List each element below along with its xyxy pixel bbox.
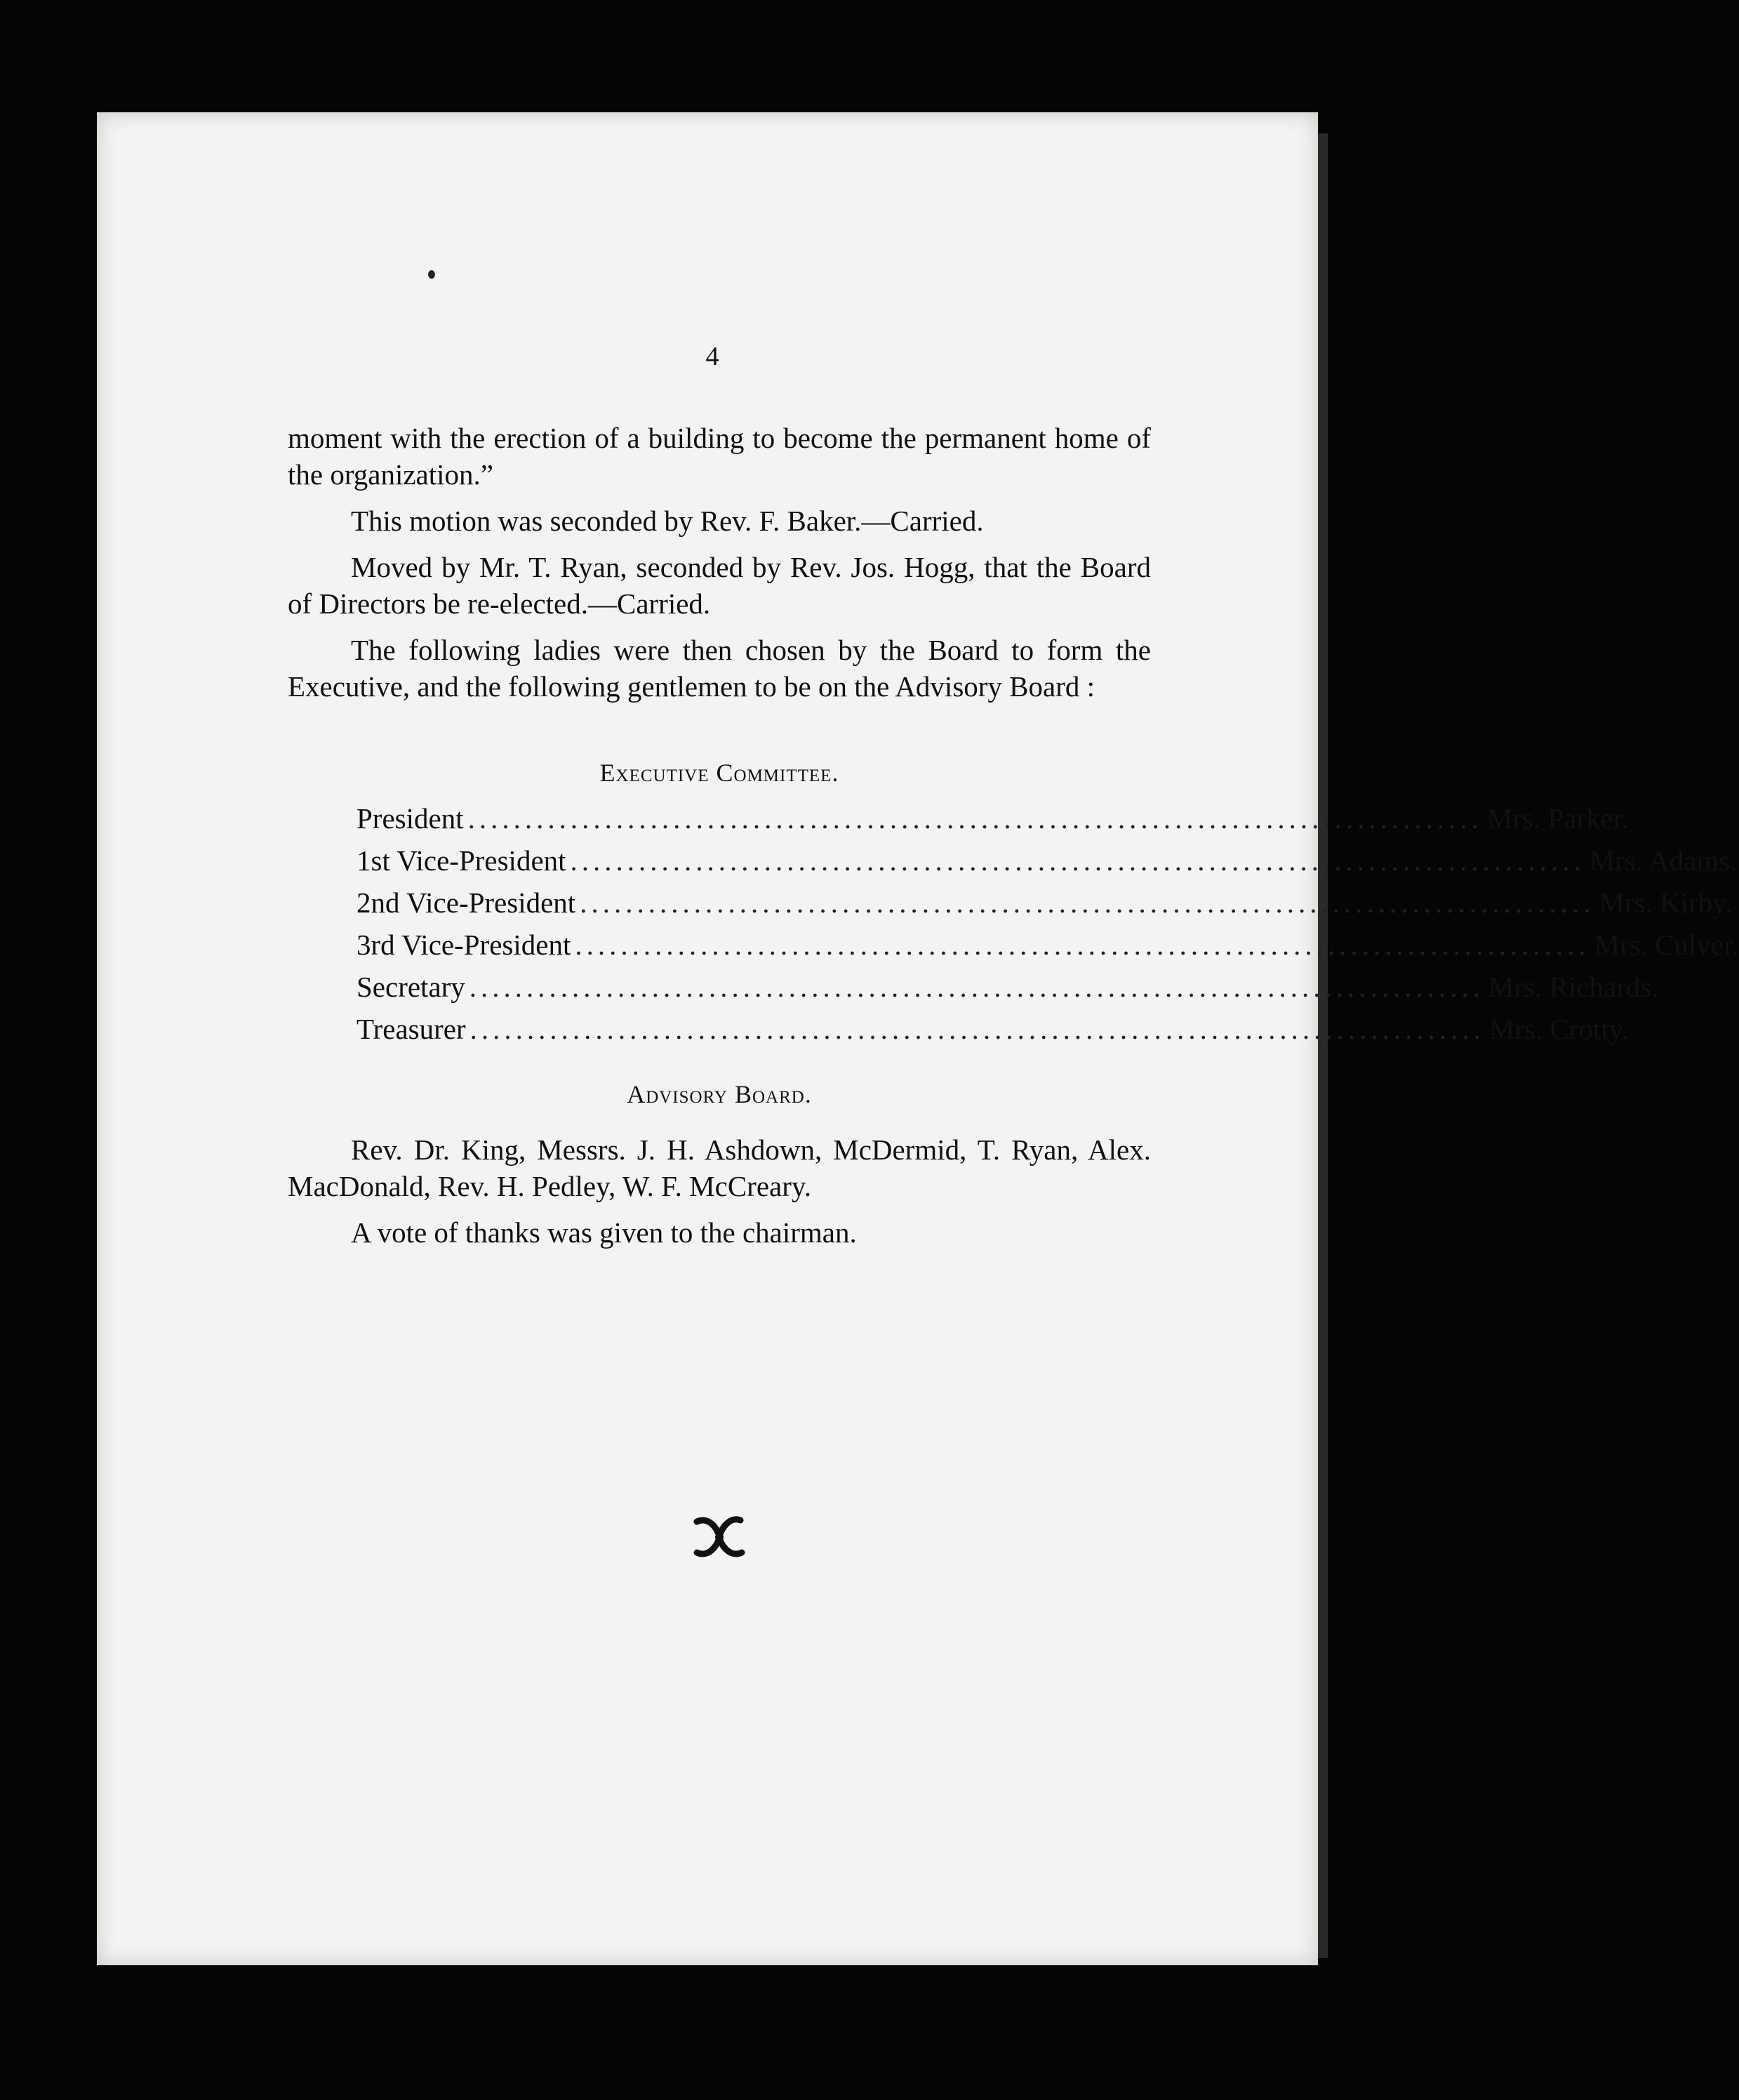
dot-leader: ......................................................................................... bbox=[570, 844, 1585, 877]
dot-leader: ......................................................................................... bbox=[575, 929, 1590, 961]
executive-committee-heading: Executive Committee. bbox=[599, 759, 839, 787]
page-edge bbox=[1318, 133, 1328, 1958]
paragraph-continuation: moment with the erection of a building to become the permanent home of the organization.” bbox=[288, 422, 1151, 491]
officer-role: Secretary bbox=[357, 971, 465, 1003]
officer-row bbox=[357, 928, 1739, 970]
body-text-bottom bbox=[288, 1131, 1151, 1251]
officer-row bbox=[357, 886, 1733, 928]
officer-name: Mrs. Adams. bbox=[1589, 844, 1738, 877]
paragraph-moved: Moved by Mr. T. Ryan, seconded by Rev. Jos. Hogg, that the Board of Directors be re-elected.—Carried. bbox=[288, 551, 1151, 620]
officer-row bbox=[357, 970, 1659, 1012]
paragraph-ladies-chosen: The following ladies were then chosen by the Board to form the Executive, and the following gentlemen to be on the Advisory Board : bbox=[288, 634, 1151, 703]
body-text-top bbox=[288, 420, 1151, 705]
officer-row bbox=[357, 1012, 1629, 1054]
dot-leader: ......................................................................................... bbox=[467, 802, 1483, 835]
officer-name: Mrs. Kirby. bbox=[1599, 886, 1733, 919]
officer-name: Mrs. Parker. bbox=[1486, 802, 1629, 835]
officer-role: 1st Vice-President bbox=[357, 844, 566, 877]
page-number: 4 bbox=[705, 342, 719, 371]
officer-name: Mrs. Richards. bbox=[1488, 971, 1659, 1003]
officer-name: Mrs. Culver. bbox=[1594, 929, 1739, 961]
officer-role: President bbox=[357, 802, 464, 835]
ornament-icon bbox=[691, 1509, 747, 1565]
dot-leader: ......................................................................................... bbox=[580, 886, 1595, 919]
officer-name: Mrs. Crotty. bbox=[1488, 1013, 1629, 1045]
officer-role: Treasurer bbox=[357, 1013, 466, 1045]
closing-paragraph: A vote of thanks was given to the chairman. bbox=[351, 1216, 857, 1249]
executive-committee-list bbox=[357, 802, 1739, 1054]
officer-role: 3rd Vice-President bbox=[357, 929, 571, 961]
dot-leader: ......................................................................................... bbox=[469, 1013, 1485, 1045]
advisory-board-members: Rev. Dr. King, Messrs. J. H. Ashdown, McDermid, T. Ryan, Alex. MacDonald, Rev. H. Pedley, W. F. McCreary. bbox=[288, 1134, 1151, 1202]
ink-spot bbox=[428, 270, 435, 279]
paragraph-seconded: This motion was seconded by Rev. F. Baker.—Carried. bbox=[351, 505, 984, 537]
officer-row bbox=[357, 802, 1629, 844]
advisory-board-heading: Advisory Board. bbox=[627, 1080, 812, 1108]
officer-row bbox=[357, 844, 1738, 886]
dot-leader: ......................................................................................... bbox=[469, 971, 1485, 1003]
officer-role: 2nd Vice-President bbox=[357, 886, 576, 919]
